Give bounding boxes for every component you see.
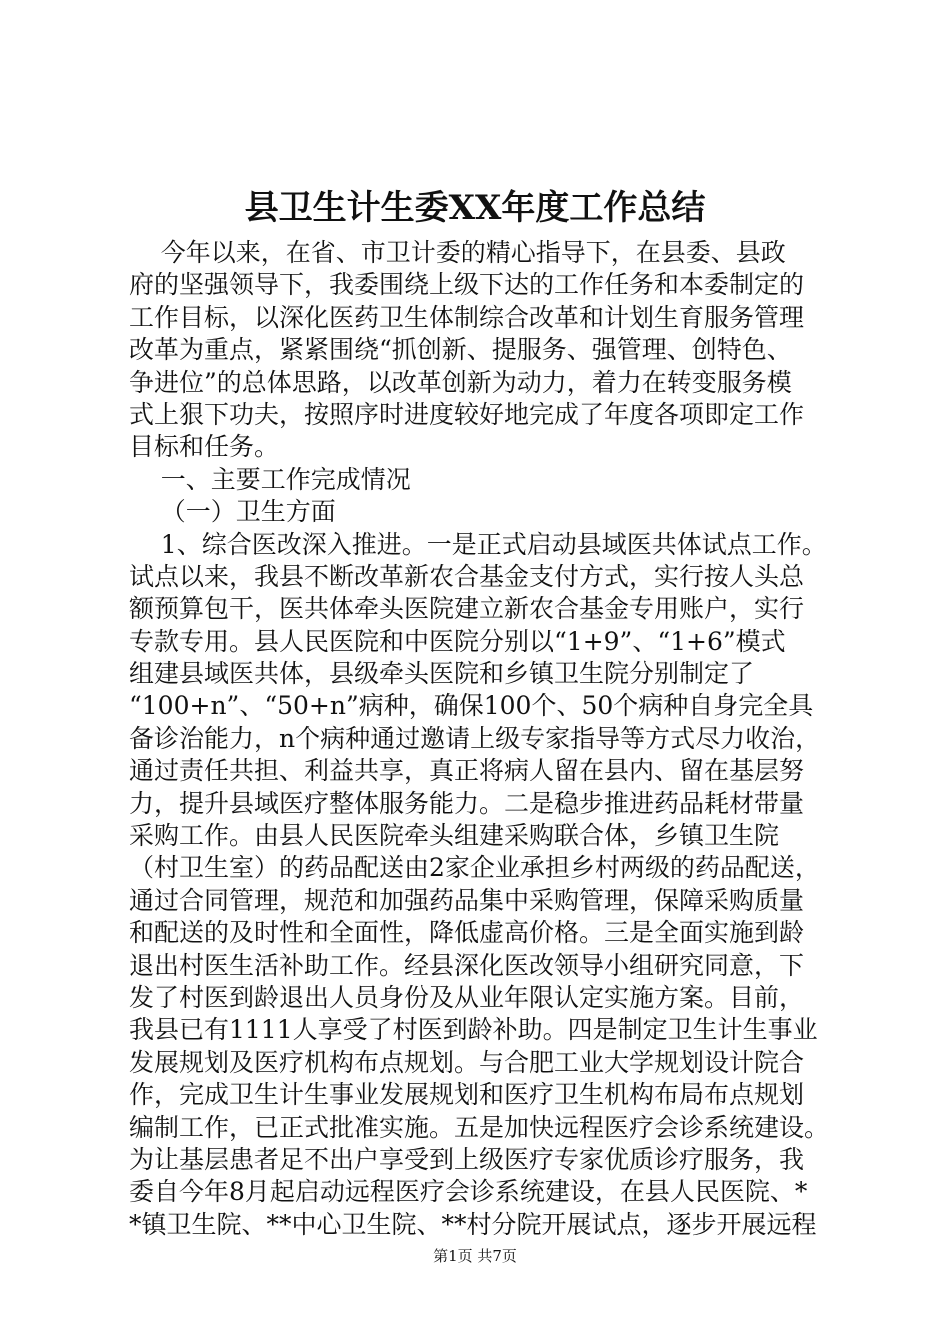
body-line: （村卫生室）的药品配送由2家企业承担乡村两级的药品配送， <box>129 853 820 883</box>
body-line: 府的坚强领导下，我委围绕上级下达的工作任务和本委制定的 <box>129 270 805 300</box>
body-line: 改革为重点，紧紧围绕“抓创新、提服务、强管理、创特色、 <box>129 335 792 365</box>
body-line: 备诊治能力，n个病种通过邀请上级专家指导等方式尽力收治， <box>129 723 821 753</box>
body-line: 式上狠下功夫，按照序时进度较好地完成了年度各项即定工作 <box>129 399 805 429</box>
body-line: 额预算包干，医共体牵头医院建立新农合基金专用账户，实行 <box>129 594 805 624</box>
body-line: 1、综合医改深入推进。一是正式启动县域医共体试点工作。 <box>129 529 827 559</box>
body-line: 发了村医到龄退出人员身份及从业年限认定实施方案。目前， <box>129 982 805 1012</box>
body-line: 试点以来，我县不断改革新农合基金支付方式，实行按人头总 <box>129 561 805 591</box>
body-line: 一、主要工作完成情况 <box>129 464 411 494</box>
document-body <box>129 237 849 1241</box>
page-footer: 第1页 共7页 <box>433 1247 517 1265</box>
body-line: 通过合同管理，规范和加强药品集中采购管理，保障采购质量 <box>129 885 805 915</box>
body-line: “100+n”、“50+n”病种，确保100个、50个病种自身完全具 <box>129 691 814 721</box>
body-line: 专款专用。县人民医院和中医院分别以“1+9”、“1+6”模式 <box>129 626 786 656</box>
body-line: 和配送的及时性和全面性，降低虚高价格。三是全面实施到龄 <box>129 918 805 948</box>
body-line: 委自今年8月起启动远程医疗会诊系统建设，在县人民医院、* <box>129 1177 808 1207</box>
body-line: 编制工作，已正式批准实施。五是加快远程医疗会诊系统建设。 <box>129 1112 830 1142</box>
body-line: 采购工作。由县人民医院牵头组建采购联合体，乡镇卫生院 <box>129 821 780 851</box>
document-title: 县卫生计生委XX年度工作总结 <box>244 188 706 228</box>
body-line: 目标和任务。 <box>129 432 280 462</box>
body-line: 今年以来，在省、市卫计委的精心指导下，在县委、县政 <box>129 238 786 267</box>
body-line: 组建县域医共体，县级牵头医院和乡镇卫生院分别制定了 <box>129 659 755 689</box>
body-line: 作，完成卫生计生事业发展规划和医疗卫生机构布局布点规划 <box>129 1080 805 1110</box>
body-line: 退出村医生活补助工作。经县深化医改领导小组研究同意，下 <box>129 950 805 980</box>
body-line: 我县已有1111人享受了村医到龄补助。四是制定卫生计生事业 <box>129 1015 818 1045</box>
body-line: （一）卫生方面 <box>129 497 336 527</box>
body-line: 通过责任共担、利益共享，真正将病人留在县内、留在基层努 <box>129 756 805 786</box>
body-line: 发展规划及医疗机构布点规划。与合肥工业大学规划设计院合 <box>129 1047 805 1077</box>
body-line: 工作目标，以深化医药卫生体制综合改革和计划生育服务管理 <box>129 302 805 332</box>
body-line: *镇卫生院、**中心卫生院、**村分院开展试点，逐步开展远程 <box>129 1209 817 1239</box>
body-line: 争进位”的总体思路，以改革创新为动力，着力在转变服务模 <box>129 367 792 397</box>
body-line: 为让基层患者足不出户享受到上级医疗专家优质诊疗服务，我 <box>129 1144 805 1174</box>
body-line: 力，提升县域医疗整体服务能力。二是稳步推进药品耗材带量 <box>129 788 805 818</box>
